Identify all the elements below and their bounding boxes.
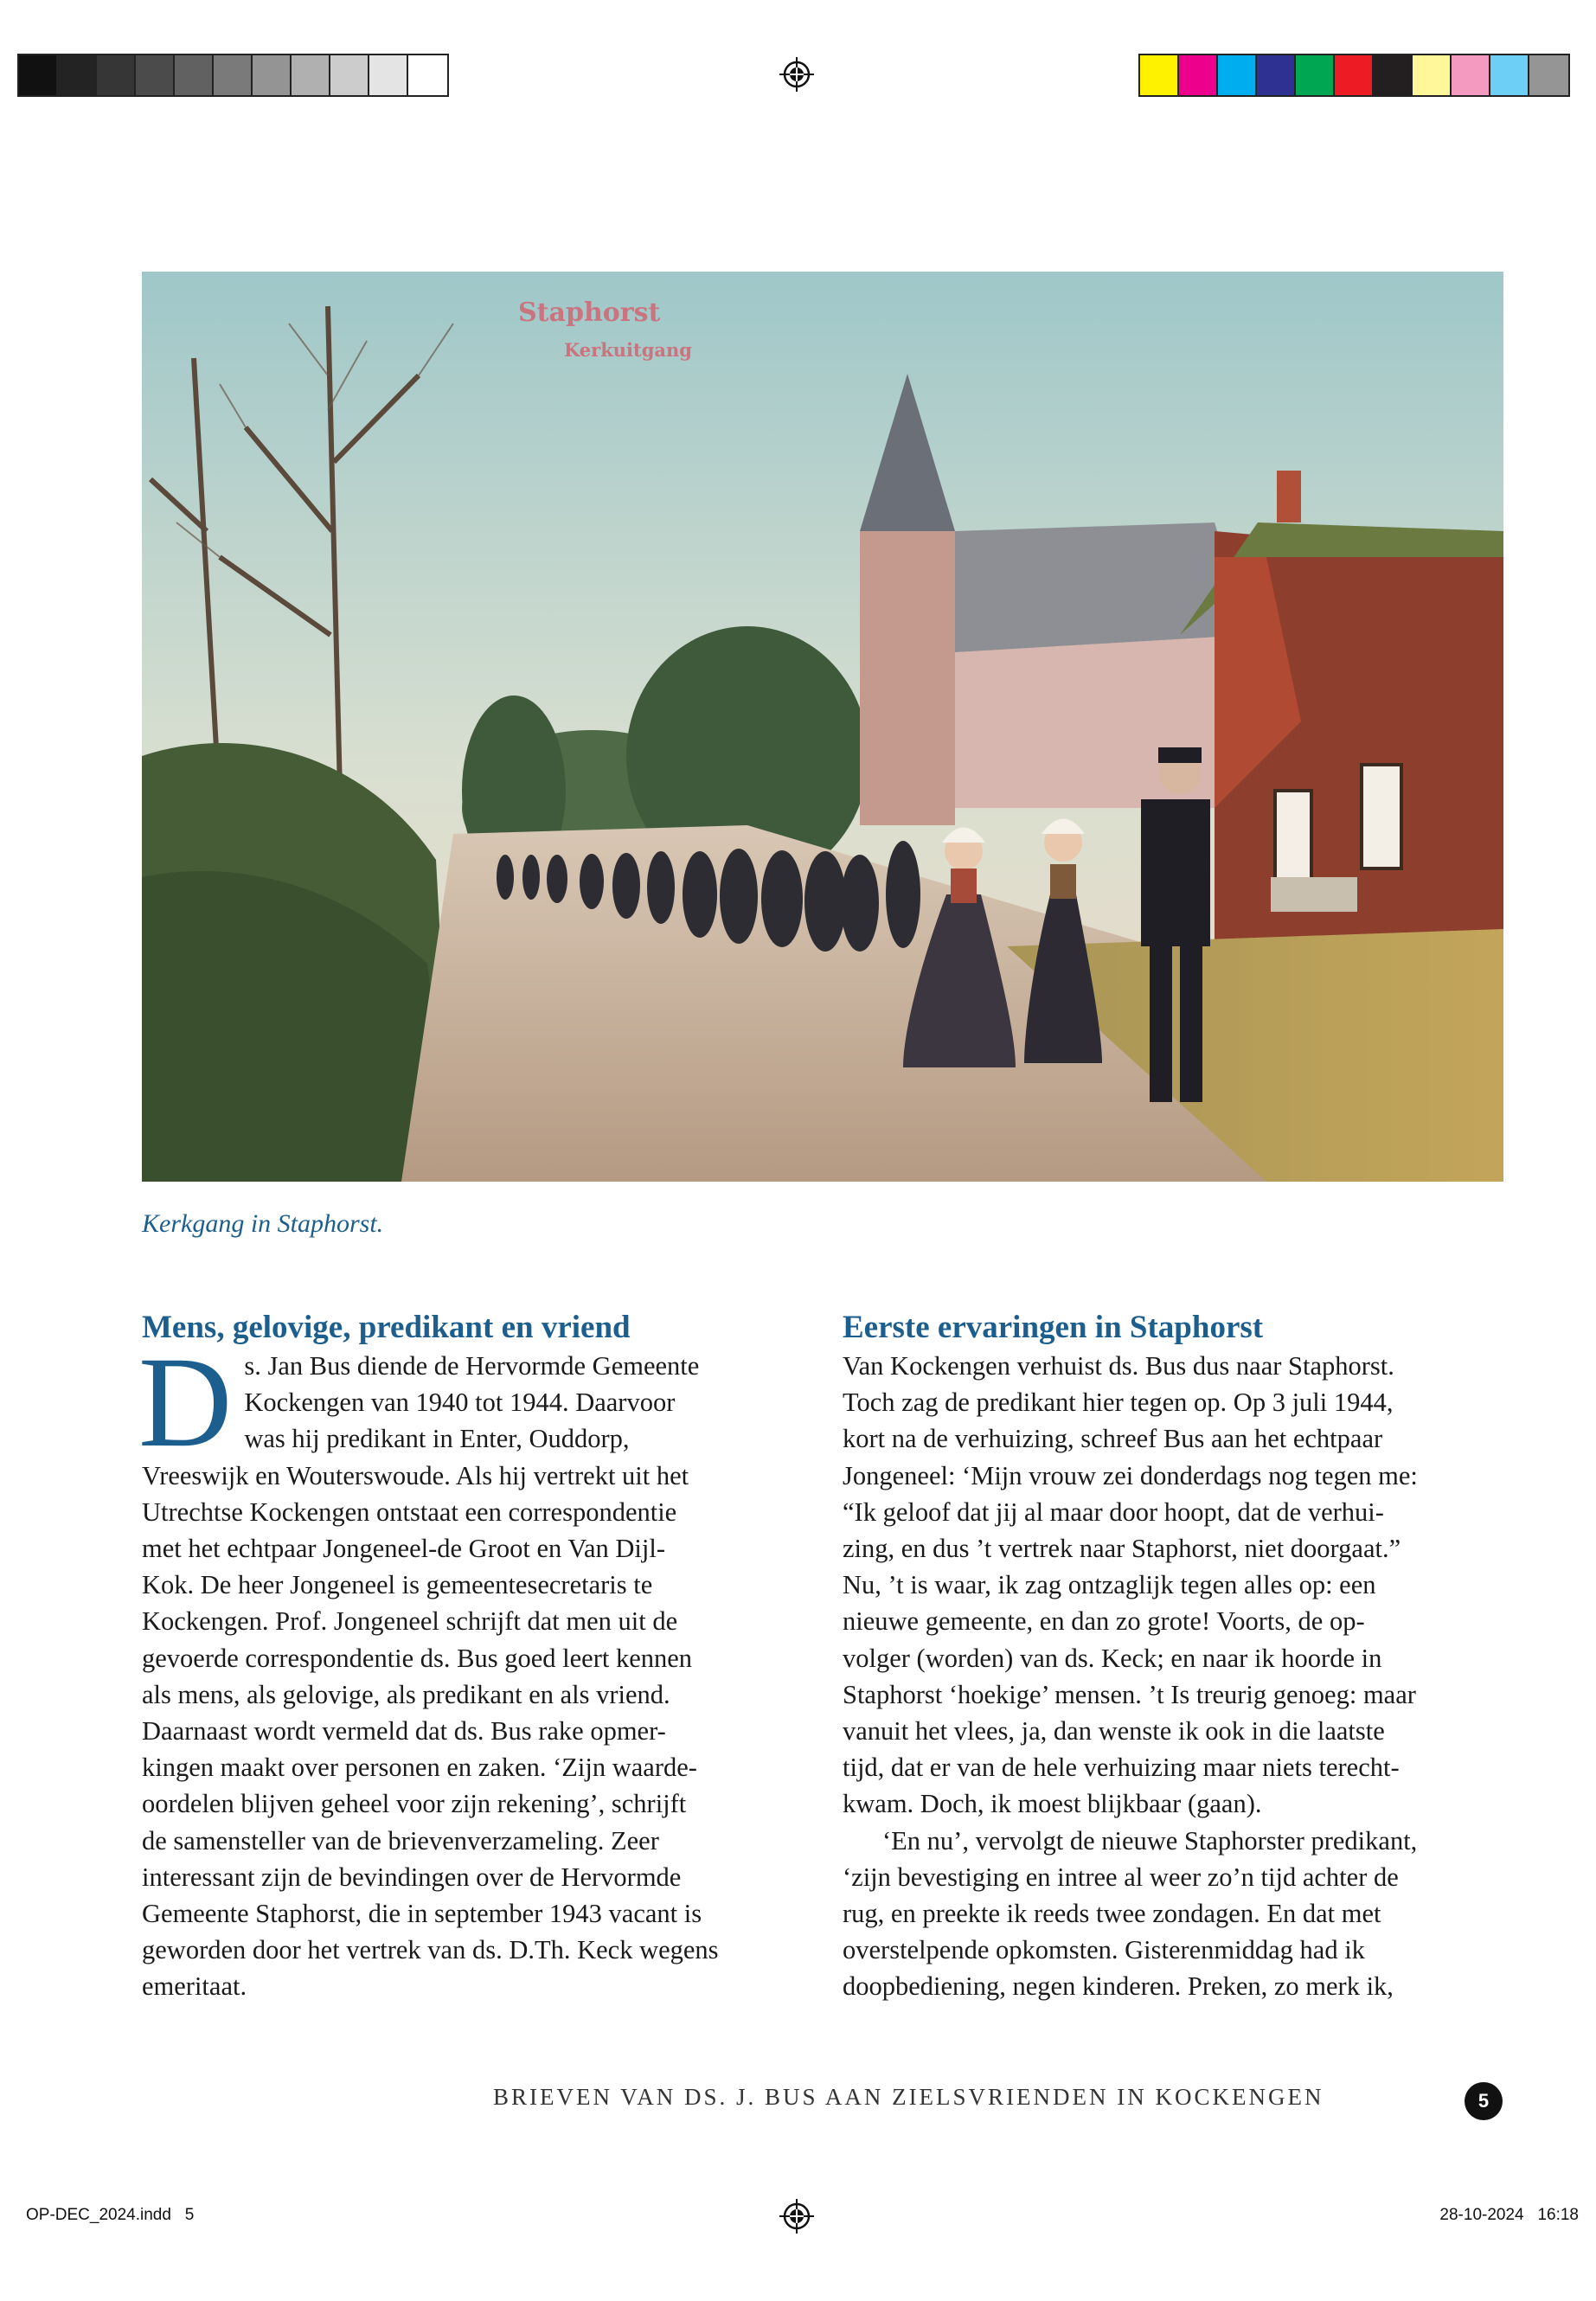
color-calibration-bar: [1138, 54, 1570, 97]
color-swatch-4: [1257, 55, 1296, 95]
right-line: tijd, dat er van de hele verhuizing maar niets terecht-: [843, 1753, 1400, 1783]
right-line: ‘zijn bevestiging en intree al weer zo’n tijd achter de: [843, 1862, 1399, 1892]
right-line: kwam. Doch, ik moest blijkbaar (gaan).: [843, 1789, 1262, 1819]
right-line: Staphorst ‘hoekige’ mensen. ’t Is treurig genoeg: maar: [843, 1679, 1416, 1709]
right-line: doopbediening, negen kinderen. Preken, zo merk ik,: [843, 1971, 1394, 2002]
left-line: was hij predikant in Enter, Ouddorp,: [244, 1424, 630, 1454]
postcard-title: Staphorst: [518, 298, 661, 328]
color-swatch-11: [1529, 55, 1568, 95]
grayscale-swatch-1: [19, 55, 58, 95]
color-swatch-7: [1374, 55, 1413, 95]
left-line: de samensteller van de brievenverzameling. Zeer: [142, 1825, 659, 1856]
left-line: Daarnaast wordt vermeld dat ds. Bus rake opmer-: [142, 1716, 666, 1747]
left-line: als mens, als gelovige, als predikant en als vriend.: [142, 1679, 670, 1709]
color-swatch-3: [1218, 55, 1257, 95]
right-line: Jongeneel: ‘Mijn vrouw zei donderdags nog tegen me:: [843, 1460, 1418, 1490]
right-line: kort na de verhuizing, schreef Bus aan het echtpaar: [843, 1424, 1383, 1454]
left-column: [138, 1308, 804, 2005]
left-line: Utrechtse Kockengen ontstaat een correspondentie: [142, 1497, 677, 1527]
left-line: Kockengen van 1940 tot 1944. Daarvoor: [244, 1388, 676, 1418]
page-number: 5: [1465, 2082, 1503, 2120]
right-paragraph-2: [843, 1823, 1505, 2005]
slug-filename: OP-DEC_2024.indd 5: [26, 2206, 195, 2224]
registration-mark-bottom: [779, 2199, 814, 2234]
left-line: Kockengen. Prof. Jongeneel schrijft dat men uit de: [142, 1606, 678, 1637]
color-swatch-5: [1296, 55, 1335, 95]
color-swatch-8: [1413, 55, 1452, 95]
running-footer-title: BRIEVEN VAN DS. J. BUS AAN ZIELSVRIENDEN IN KOCKENGEN: [493, 2084, 1324, 2110]
right-line: Toch zag de predikant hier tegen op. Op 3 juli 1944,: [843, 1388, 1394, 1418]
color-swatch-9: [1452, 55, 1490, 95]
photo-caption: Kerkgang in Staphorst.: [142, 1209, 384, 1238]
color-swatch-2: [1179, 55, 1218, 95]
left-line: oordelen blijven geheel voor zijn rekening’, schrijft: [142, 1789, 687, 1819]
right-line: ‘En nu’, vervolgt de nieuwe Staphorster predikant,: [882, 1825, 1418, 1856]
right-line: nieuwe gemeente, en dan zo grote! Voorts, de op-: [843, 1606, 1365, 1637]
right-line: overstelpende opkomsten. Gisterenmiddag had ik: [843, 1935, 1365, 1965]
grayscale-swatch-7: [253, 55, 292, 95]
left-body: [138, 1330, 804, 2005]
right-column: [843, 1308, 1505, 2005]
grayscale-swatch-5: [175, 55, 214, 95]
right-line: “Ik geloof dat jij al maar door hoopt, dat de verhui-: [843, 1497, 1384, 1527]
grayscale-swatch-2: [58, 55, 97, 95]
registration-mark-top: [779, 57, 814, 92]
grayscale-swatch-6: [214, 55, 253, 95]
grayscale-swatch-4: [136, 55, 175, 95]
grayscale-swatch-9: [330, 55, 369, 95]
color-swatch-1: [1140, 55, 1179, 95]
left-line: Vreeswijk en Wouterswoude. Als hij vertrekt uit het: [142, 1460, 689, 1490]
slug-datetime: 28-10-2024 16:18: [1439, 2206, 1579, 2224]
right-heading: Eerste ervaringen in Staphorst: [843, 1310, 1264, 1345]
left-line: emeritaat.: [142, 1971, 247, 2002]
left-heading: Mens, gelovige, predikant en vriend: [142, 1310, 631, 1345]
right-line: Nu, ’t is waar, ik zag ontzaglijk tegen alles op: een: [843, 1570, 1376, 1600]
left-line: Kok. De heer Jongeneel is gemeentesecretaris te: [142, 1570, 653, 1600]
left-line: geworden door het vertrek van ds. D.Th. Keck wegens: [142, 1935, 719, 1965]
left-line: s. Jan Bus diende de Hervormde Gemeente: [244, 1351, 700, 1381]
right-paragraph-1: [843, 1348, 1505, 1823]
left-line: gevoerde correspondentie ds. Bus goed leert kennen: [142, 1643, 693, 1673]
grayscale-calibration-bar: [17, 54, 449, 97]
right-line: volger (worden) van ds. Keck; en naar ik hoorde in: [843, 1643, 1382, 1673]
color-swatch-10: [1490, 55, 1529, 95]
postcard-subtitle: Kerkuitgang: [564, 339, 692, 361]
grayscale-swatch-3: [97, 55, 136, 95]
left-line: kingen maakt over personen en zaken. ‘Zijn waarde-: [142, 1753, 697, 1783]
right-line: Van Kockengen verhuist ds. Bus dus naar Staphorst.: [843, 1351, 1394, 1381]
grayscale-swatch-11: [408, 55, 447, 95]
color-swatch-6: [1335, 55, 1374, 95]
right-line: rug, en preekte ik reeds twee zondagen. En dat met: [843, 1899, 1381, 1929]
left-line: interessant zijn de bevindingen over de Hervormde: [142, 1862, 682, 1892]
grayscale-swatch-8: [292, 55, 330, 95]
grayscale-swatch-10: [369, 55, 408, 95]
right-line: zing, en dus ’t vertrek naar Staphorst, niet doorgaat.”: [843, 1534, 1401, 1564]
drop-cap: D: [138, 1330, 233, 1474]
left-line: Gemeente Staphorst, die in september 1943 vacant is: [142, 1899, 702, 1929]
postcard-photo: [142, 272, 1503, 1182]
right-line: vanuit het vlees, ja, dan wenste ik ook in die laatste: [843, 1716, 1385, 1747]
left-line: met het echtpaar Jongeneel-de Groot en Van Dijl-: [142, 1534, 665, 1564]
